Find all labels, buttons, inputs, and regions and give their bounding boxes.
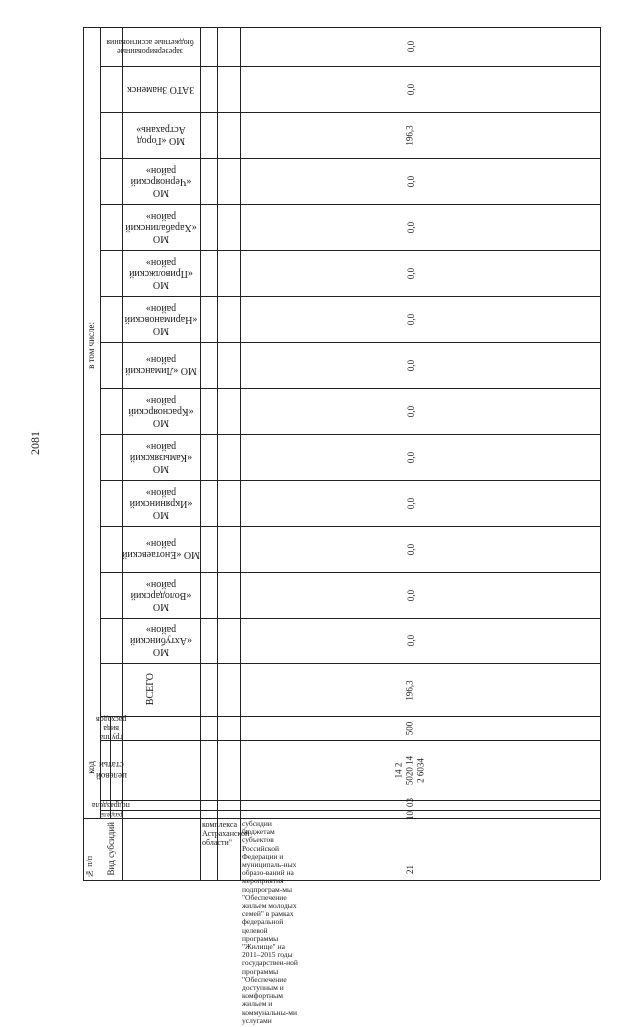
row1-value-10: 0,0: [406, 175, 417, 187]
row1-celevaya: 14 2 5020 14 2 6034: [393, 755, 426, 785]
header-muni-10: МО «Черноярский район»: [130, 164, 192, 198]
header-v-tom-chisle: в том числе:: [86, 321, 96, 369]
row1-value-7: 0,0: [406, 313, 417, 325]
row1-value-11: 196,3: [404, 124, 415, 146]
row0-vid: комплекса Астраханской области": [202, 820, 250, 847]
header-muni-5: МО «Красноярский район»: [128, 394, 194, 428]
header-gruppa-vida: группа вида расходов: [95, 714, 127, 742]
row1-value-13: 0,0: [406, 40, 417, 52]
header-celevoy-stati: целевой статьи: [95, 760, 127, 781]
header-razdela: раздела: [99, 810, 123, 819]
row1-value-0: 0,0: [406, 634, 417, 646]
header-podrazdela: подраздела: [92, 800, 130, 810]
header-muni-4: МО «Камызякский район»: [129, 440, 193, 474]
row1-value-4: 0,0: [406, 451, 417, 463]
row1-value-6: 0,0: [406, 359, 417, 371]
row1-vid: субсидии бюджетам субъектов Российской Федерации и муниципаль-ных образо-ваний на мероприятия подпрограм-мы "Обеспечение жильем молодых семей" в рамках федеральной целевой программы "Жилище" на 2011–2015 годы государствен-ной программы "Обеспечение доступным и комфортным жильем и коммунальны-ми услугами: [242, 819, 298, 1025]
row1-num: 21: [404, 864, 415, 874]
header-muni-6: МО «Лиманский район»: [125, 354, 197, 376]
header-muni-12: ЗАТО Знаменск: [127, 83, 195, 95]
row1-value-8: 0,0: [406, 267, 417, 279]
header-muni-0: МО «Ахтубинский район»: [130, 624, 192, 657]
header-muni-3: МО «Икрянинский район»: [129, 486, 193, 520]
header-muni-1: МО «Володарский район»: [130, 578, 192, 612]
header-muni-8: МО «Приволжский район»: [129, 256, 193, 290]
row1-value-2: 0,0: [406, 543, 417, 555]
row1-value-9: 0,0: [406, 221, 417, 233]
header-vid-subsidiy: Вид субсидий: [105, 822, 116, 876]
header-muni-13: зарезервированные бюджетные ассигнования: [106, 37, 194, 56]
header-muni-11: МО «Город Астрахань»: [136, 124, 186, 146]
row1-podrazdel: 03: [404, 797, 415, 807]
header-vsego: ВСЕГО: [144, 673, 156, 706]
row1-value-5: 0,0: [406, 405, 417, 417]
header-kod: код: [86, 760, 96, 774]
row1-value-1: 0,0: [406, 589, 417, 601]
header-muni-9: МО «Харабалинский район»: [125, 210, 197, 244]
header-muni-2: МО «Енотаевский район»: [122, 538, 200, 560]
row1-gruppa: 500: [404, 721, 415, 735]
row1-value-3: 0,0: [406, 497, 417, 509]
header-nomer: № п/п: [85, 856, 94, 878]
row1-value-12: 0,0: [406, 83, 417, 95]
header-muni-7: МО «Наримановский район»: [124, 302, 198, 336]
row1-vsego: 196,3: [404, 679, 415, 701]
row1-razdel: 10: [404, 810, 415, 820]
page-number: 2081: [28, 431, 42, 455]
